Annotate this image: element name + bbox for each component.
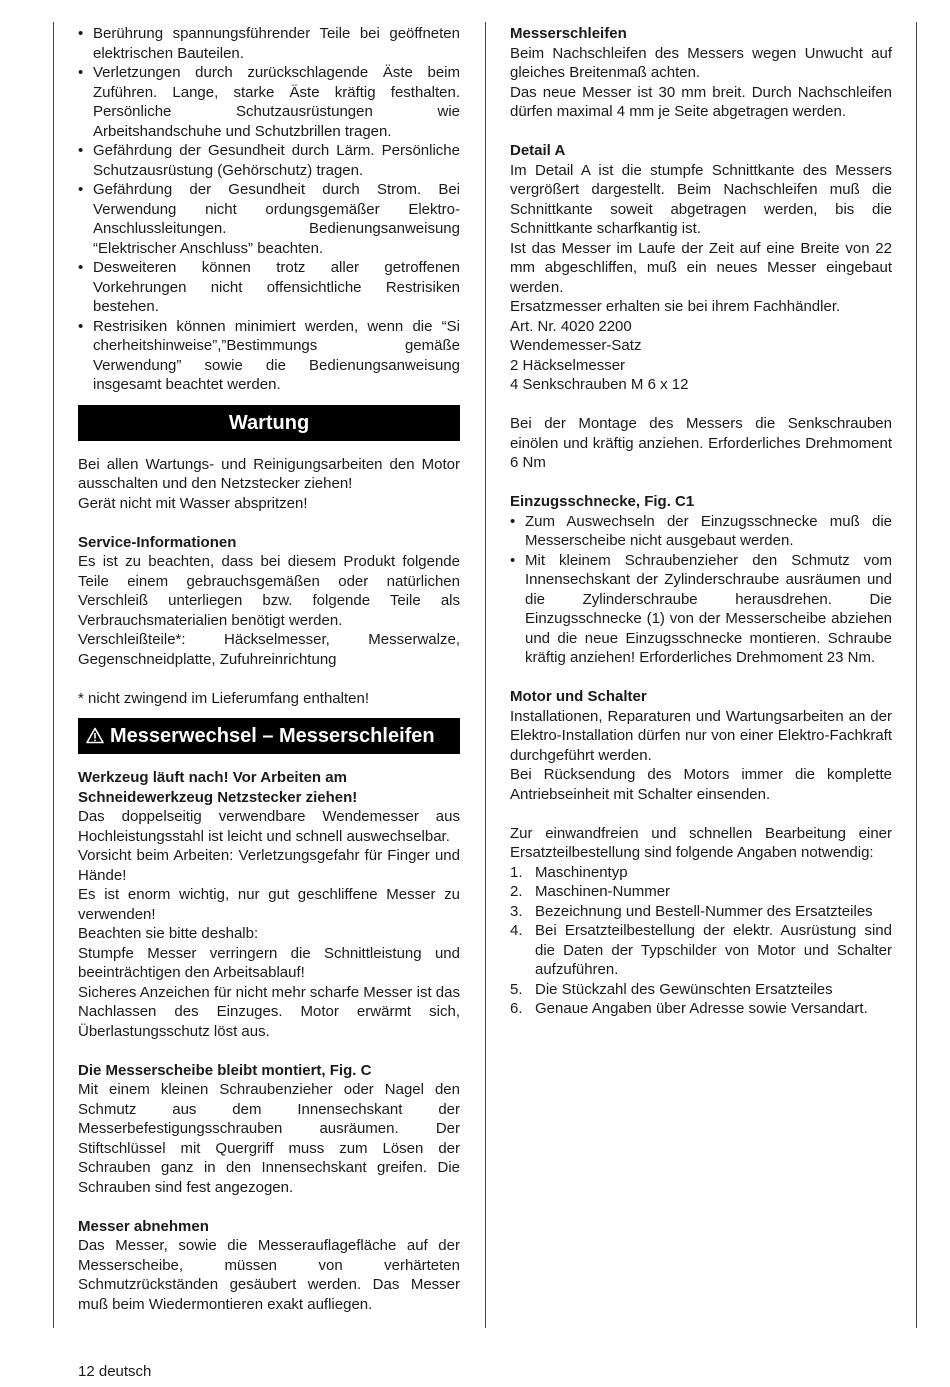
messer-abnehmen-paragraph: Das Messer, sowie die Messerauflagefläche auf der Messerscheibe, müssen von verhärteten Schmutzrückständen gesäubert werden. Das Messer muß beim Wiedermontieren exakt aufliegen. [78,1237,460,1313]
list-text: Bezeichnung und Bestell-Nummer des Ersatzteiles [535,902,873,920]
messerwechsel-banner [78,718,460,754]
messer-paragraph: Es ist enorm wichtig, nur gut geschliffene Messer zu verwenden! [78,886,460,923]
list-item [510,999,892,1019]
page-footer: 12 deutsch [78,1363,152,1380]
left-margin-rule [53,22,54,1328]
messerschleifen-paragraph: Das neue Messer ist 30 mm breit. Durch Nachschleifen dürfen maximal 4 mm je Seite abgetragen werden. [510,83,892,120]
service-paragraph: Verschleißteile*: Häckselmesser, Messerwalze, Gegenschneidplatte, Zufuhreinrichtung [78,631,460,668]
list-text: Genaue Angaben über Adresse sowie Versandart. [535,1000,868,1017]
service-note: * nicht zwingend im Lieferumfang enthalten! [78,689,370,707]
messer-paragraph: Vorsicht beim Arbeiten: Verletzungsgefahr für Finger und Hände! [78,847,460,884]
einzugsschnecke-heading: Einzugsschnecke, Fig. C1 [510,493,695,510]
messerschleifen-paragraph: Beim Nachschleifen des Messers wegen Unwucht auf gleiches Breitenmaß achten. [510,44,892,81]
list-item: • Desweiteren können trotz aller getroffenen Vorkehrungen nicht offensichtliche Restrisiken bestehen. [78,258,460,317]
detail-a-paragraph: Ersatzmesser erhalten sie bei ihrem Fachhändler. [510,298,841,315]
list-item: • Verletzungen durch zurückschlagende Äste beim Zuführen. Lange, starke Äste kräftig festhalten. Persönliche Schutzausrüstungen wie Arbeitshandschuhe und Schutzbrillen tragen. [78,63,460,141]
wartung-paragraph: Bei allen Wartungs- und Reinigungsarbeiten den Motor ausschalten und den Netzstecker ziehen! [78,455,460,492]
warning-triangle-icon [86,720,104,756]
detail-a-paragraph: Ist das Messer im Laufe der Zeit auf eine Breite von 22 mm abgeschliffen, muß ein neues Messer eingebaut werden. [510,239,892,296]
list-item [510,882,892,902]
list-text: Maschinen-Nummer [535,883,671,900]
list-item: • Zum Auswechseln der Einzugsschnecke muß die Messerscheibe nicht ausgebaut werden. [510,512,892,551]
left-column [78,24,460,1314]
messer-paragraph: Das doppelseitig verwendbare Wendemesser aus Hochleistungsstahl ist leicht und schnell auswechselbar. [78,808,460,845]
kit-name: Wendemesser-Satz [510,337,642,354]
kit-item: 4 Senkschrauben M 6 x 12 [510,376,689,393]
list-item: • Restrisiken können minimiert werden, wenn die “Si cherheitshinweise”,”Bestimmungs gemäße Verwendung” sowie die Bedienungsanweisung insgesamt beachtet werden. [78,317,460,395]
list-item [510,863,892,883]
service-paragraph: Es ist zu beachten, dass bei diesem Produkt folgende Teile einem gebrauchsgemäßen oder natürlichen Verschleiß unterliegen bzw. folgende Teile als Verbrauchsmaterialien benötigt werden. [78,553,460,629]
list-item: • Mit kleinem Schraubenzieher den Schmutz vom Innensechskant der Zylinderschraube ausräumen und die Zylinderschraube herausdrehen. Die Einzugsschnecke (1) von der Messerscheibe abziehen und die neue Einzugsschnecke montieren. Schraube kräftig anziehen! Erforderliches Drehmoment 23 Nm. [510,551,892,668]
messer-paragraph: Beachten sie bitte deshalb: [78,925,259,942]
detail-a-heading: Detail A [510,142,566,159]
article-number: Art. Nr. 4020 2200 [510,317,632,335]
list-item [510,902,892,922]
list-item: • Gefährdung der Gesundheit durch Lärm. Persönliche Schutzausrüstung (Gehörschutz) tragen. [78,141,460,180]
list-number: 3. [510,902,523,920]
wartung-paragraph: Gerät nicht mit Wasser abspritzen! [78,494,308,512]
messerwechsel-title: Messerwechsel – Messerschleifen [110,725,435,747]
montage-paragraph: Bei der Montage des Messers die Senkschrauben einölen und kräftig anziehen. Erforderliches Drehmoment 6 Nm [510,415,892,471]
einzugsschnecke-list [510,512,892,668]
list-number: 4. [510,922,523,939]
list-text: Bei Ersatzteilbestellung der elektr. Ausrüstung sind die Daten der Typschilder von Motor und Schalter aufzuführen. [535,922,892,978]
right-column [510,24,892,1019]
messerscheibe-paragraph: Mit einem kleinen Schraubenzieher oder Nagel den Schmutz aus dem Innensechskant der Messerbefestigungsschrauben ausräumen. Der Stiftschlüssel mit Quergriff muss zum Lösen der Schrauben ganz in den Innensechskant greifen. Die Schrauben sind fest angezogen. [78,1081,460,1196]
wartung-banner: Wartung [78,405,460,441]
residual-risk-list [78,24,460,395]
motor-paragraph: Bei Rücksendung des Motors immer die komplette Antriebseinheit mit Schalter einsenden. [510,766,892,803]
messer-paragraph: Sicheres Anzeichen für nicht mehr scharfe Messer ist das Nachlassen des Einzuges. Motor erwärmt sich, Überlastungsschutz löst aus. [78,983,460,1040]
service-heading: Service-Informationen [78,533,237,551]
list-item: • Gefährdung der Gesundheit durch Strom. Bei Verwendung nicht ordungsgemäßer Elektro-Anschlussleitungen. Bedienungsanweisung “Elektrischer Anschluss” beachten. [78,180,460,258]
messerscheibe-heading: Die Messerscheibe bleibt montiert, Fig. C [78,1061,372,1079]
motor-heading: Motor und Schalter [510,688,647,705]
messer-paragraph: Stumpfe Messer verringern die Schnittleistung und beeinträchtigen den Arbeitsablauf! [78,944,460,981]
list-number: 2. [510,883,523,900]
messerschleifen-heading: Messerschleifen [510,25,627,42]
list-item [510,921,892,980]
list-item: • Berührung spannungsführender Teile bei geöffneten elektrischen Bauteilen. [78,24,460,63]
detail-a-paragraph: Im Detail A ist die stumpfe Schnittkante des Messers vergrößert dargestellt. Beim Nachschleifen muß die Schnittkante soweit abgetragen werden, bis die Schnittkante scharfkantig ist. [510,161,892,237]
right-margin-rule [916,22,917,1328]
ersatzteil-list [510,863,892,1019]
kit-item: 2 Häckselmesser [510,356,626,374]
list-number: 5. [510,980,523,998]
warning-text: Werkzeug läuft nach! Vor Arbeiten am Schneidewerkzeug Netzstecker ziehen! [78,769,358,806]
messer-abnehmen-heading: Messer abnehmen [78,1217,209,1235]
list-text: Maschinentyp [535,863,628,881]
list-number: 6. [510,1000,523,1017]
motor-paragraph: Installationen, Reparaturen und Wartungsarbeiten an der Elektro-Installation dürfen nur von einer Elektro-Fachkraft durchgeführt werden. [510,707,892,764]
list-text: Die Stückzahl des Gewünschten Ersatzteiles [535,980,833,998]
column-divider-rule [485,22,486,1328]
list-number: 1. [510,863,523,881]
ersatzteil-paragraph: Zur einwandfreien und schnellen Bearbeitung einer Ersatzteilbestellung sind folgende Angaben notwendig: [510,824,892,861]
list-item [510,980,892,1000]
